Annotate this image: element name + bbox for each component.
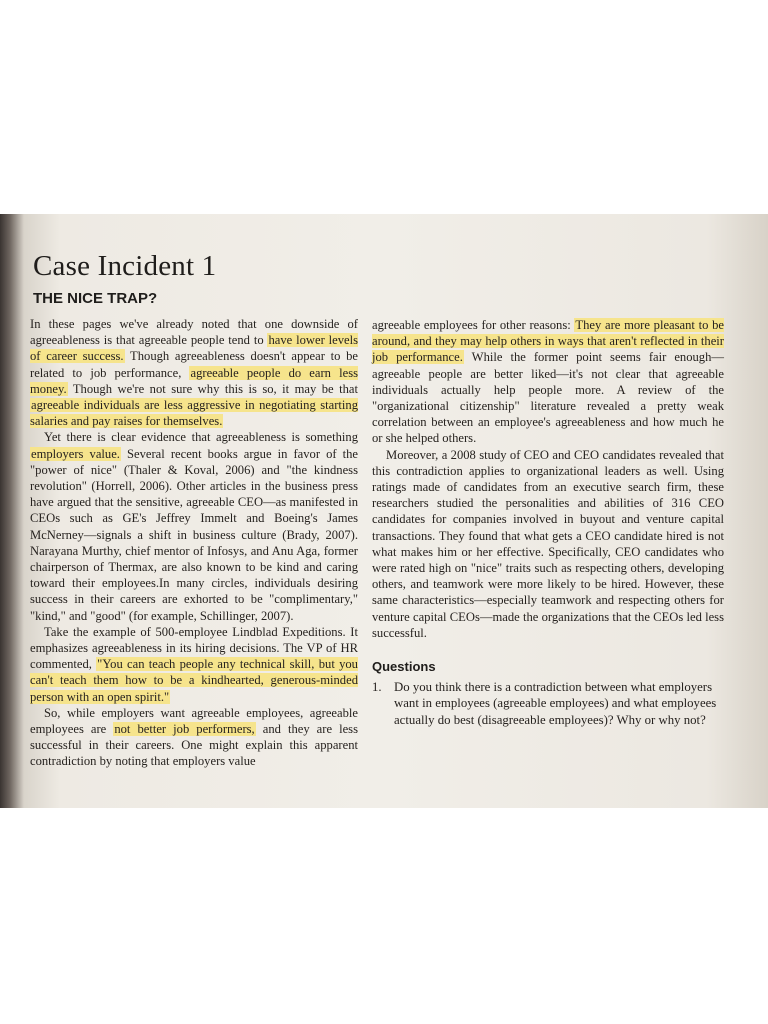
text-run: and they are less successful in their careers. One might explain this apparent contradiction by noting that employers value <box>30 722 358 769</box>
text-run: Take the example of 500-employee Lindblad Expeditions. It emphasizes agreeableness in its hiring decisions. The VP of HR commented, <box>30 624 358 672</box>
highlighted-text: They are more pleasant to be around, and they may help others in ways that aren't reflected in their job performance. <box>372 318 724 365</box>
case-subtitle: THE NICE TRAP? <box>33 290 158 307</box>
right-column <box>372 317 724 728</box>
highlighted-text: not better job performers, <box>114 722 255 737</box>
highlighted-text: employers value. <box>31 446 120 461</box>
paragraph-evidence <box>30 429 358 623</box>
questions-list <box>372 679 724 728</box>
question-item <box>372 679 724 728</box>
highlighted-text: agreeable people do earn less money. <box>30 365 358 396</box>
text-run: So, while employers want agreeable employees, agreeable employees are <box>30 705 358 737</box>
questions-heading: Questions <box>372 659 436 675</box>
paragraph-reasons <box>372 317 724 447</box>
text-run: Though we're not sure why this is so, it may be that <box>67 381 358 396</box>
question-number: 1. <box>372 680 382 695</box>
paragraph-ceo-study: Moreover, a 2008 study of CEO and CEO candidates revealed that this contradiction applies to organizational leaders as well. Using ratings made of candidates from an executive search firm, these researchers studied the personalities and abilities of 316 CEO candidates for companies involved in buyout and venture capital transactions. They found that what gets a CEO candidate hired is not what makes him or her effective. Specifically, CEO candidates who were rated high on "nice" traits such as respecting others, developing others, and teamwork were more likely to be hired. However, these same characteristics—especially teamwork and respecting others for venture capital CEOs—made the organizations that the CEOs led less successful. <box>372 447 724 640</box>
text-run: While the former point seems fair enough—agreeable people are better liked—it's not clear that agreeable individuals actually help people more. A review of the "organizational citizenship" literature revealed a pretty weak correlation between an employee's agreeableness and how much he or she helped others. <box>372 350 724 446</box>
paragraph-lindblad <box>30 624 358 705</box>
paragraph-intro <box>30 316 358 429</box>
highlighted-text: "You can teach people any technical skill, but you can't teach them how to be a kindhearted, generous-minded person with an open spirit." <box>30 657 358 704</box>
left-column <box>30 316 358 770</box>
text-run: Though agreeableness doesn't appear to be related to job performance, <box>30 349 359 380</box>
text-run: In these pages we've already noted that one downside of agreeableness is that agreeable people tend to <box>30 317 358 348</box>
question-text: Do you think there is a contradiction between what employers want in employees (agreeable employees) and what employees actually do best (disagreeable employees)? Why or why not? <box>394 680 717 727</box>
highlighted-text: agreeable individuals are less aggressive in negotiating starting salaries and pay raises for themselves. <box>30 398 358 429</box>
case-title: Case Incident 1 <box>33 250 217 282</box>
highlighted-text: have lower levels of career success. <box>30 333 358 364</box>
text-run: Yet there is clear evidence that agreeableness is something <box>44 430 358 445</box>
text-run: Several recent books argue in favor of the "power of nice" (Thaler & Koval, 2006) and "the kindness revolution" (Horrell, 2006). Other articles in the business press have argued that the sensitive, agreeable CEO—as manifested in CEOs such as GE's Jeffrey Immelt and Boeing's James McNerney—signals a shift in business culture (Brady, 2007). Narayana Murthy, chief mentor of Infosys, and Anu Aga, former chairperson of Thermax, are also known to be kind and caring toward their employees.In many circles, individuals desiring success in their careers are exhorted to be "complimentary," "kind," and "good" (for example, Schillinger, 2007). <box>30 446 359 623</box>
paragraph-contradiction <box>30 705 358 770</box>
text-run: agreeable employees for other reasons: <box>372 318 575 332</box>
book-page-photo <box>0 214 768 808</box>
